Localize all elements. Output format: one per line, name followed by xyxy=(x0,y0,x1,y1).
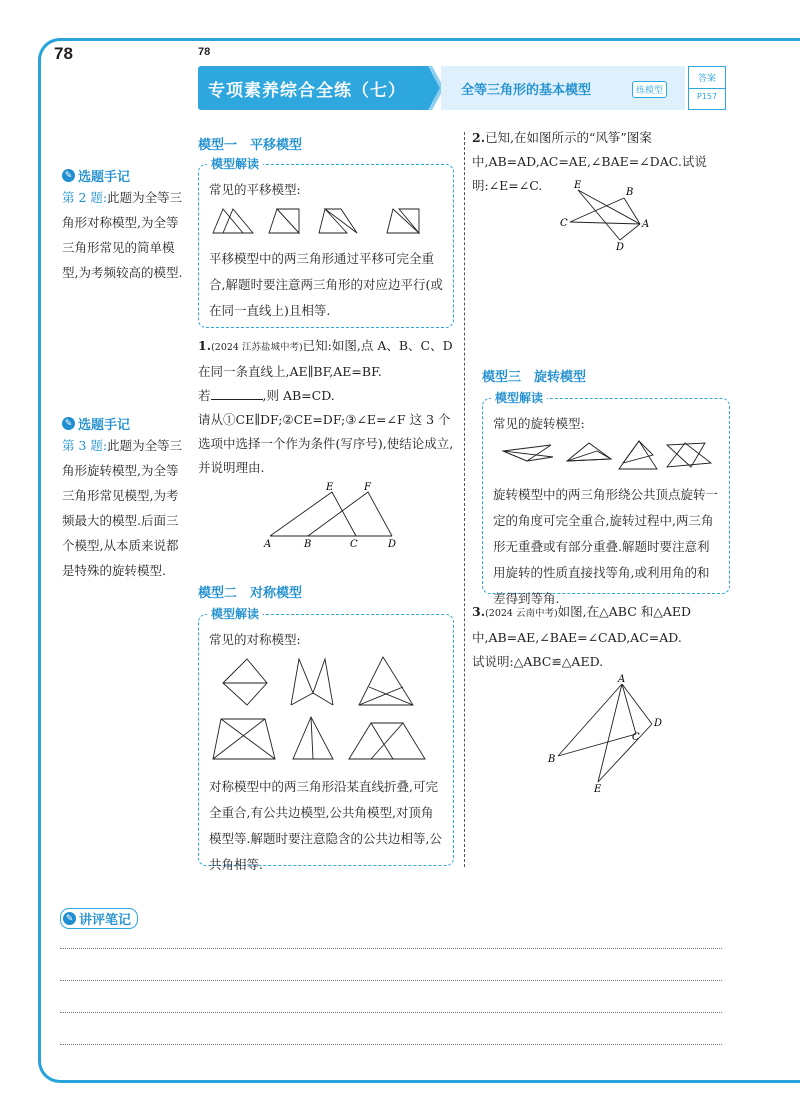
label-e: E xyxy=(594,784,602,795)
problem3-source: (2024 云南中考) xyxy=(485,608,558,619)
label-c: C xyxy=(560,218,568,229)
answer-reference xyxy=(688,66,726,110)
label-d: D xyxy=(388,539,397,548)
answer-blank[interactable] xyxy=(211,388,263,400)
model1-intro: 常见的平移模型: xyxy=(209,182,301,197)
model2-desc: 对称模型中的两三角形沿某直线折叠,可完全重合,有公共边模型,公共角模型,对顶角模型等.解题时要注意隐含的公共边相等,公共角相等. xyxy=(209,779,442,872)
note-line[interactable] xyxy=(60,1044,722,1045)
note-line[interactable] xyxy=(60,980,722,981)
label-c: C xyxy=(350,539,358,548)
sidenote-1 xyxy=(62,166,186,285)
notes-title xyxy=(60,908,138,929)
model1-desc: 平移模型中的两三角形通过平移可完全重合,解题时要注意两三角形的对应边平行(或在同一直线上)且相等. xyxy=(209,251,443,318)
section-banner-subtitle: 全等三角形的基本模型 xyxy=(441,66,685,110)
symmetry-models-figure xyxy=(209,653,443,765)
problem2-body: 已知,在如图所示的“风筝”图案中,AB=AD,AC=AE,∠BAE=∠DAC.试说明:∠E=∠C. xyxy=(472,130,707,193)
model2-intro: 常见的对称模型: xyxy=(209,632,301,647)
model1-box-label: 模型解读 xyxy=(207,155,263,172)
section-banner-title: 专项素养综合全练（七） xyxy=(198,66,432,110)
label-b: B xyxy=(626,187,634,198)
model2-box xyxy=(198,607,454,872)
model2-box-label: 模型解读 xyxy=(207,605,263,622)
model3-box xyxy=(482,391,730,606)
problem1-line2-pre: 若 xyxy=(198,388,211,403)
model1-box xyxy=(198,157,454,328)
problem3-prove: 试说明:△ABC≌△AED. xyxy=(472,654,604,669)
problem3-body: 如图,在△ABC 和△AED 中,AB=AE,∠BAE=∠CAD,AC=AD. xyxy=(472,604,692,645)
model2-title: 模型二 对称模型 xyxy=(198,586,303,601)
problem1-text xyxy=(198,334,456,480)
label-a: A xyxy=(618,674,626,685)
answer-label: 答案 xyxy=(697,74,716,84)
model3-intro: 常见的旋转模型: xyxy=(493,416,585,431)
label-b: B xyxy=(304,539,312,548)
model3-box-label: 模型解读 xyxy=(491,389,547,406)
notes-title-text: 讲评笔记 xyxy=(79,913,132,928)
label-d: D xyxy=(654,718,663,729)
sidenote-title: 选题手记 xyxy=(78,170,131,185)
problem3-number: 3. xyxy=(472,604,486,619)
label-c: C xyxy=(632,732,640,743)
sidenote-body: 此题为全等三角形对称模型,为全等三角形常见的简单模型,为考频较高的模型. xyxy=(62,190,183,280)
label-e: E xyxy=(326,482,334,493)
problem1-number: 1. xyxy=(198,338,212,353)
problem2-figure xyxy=(558,176,658,252)
page-number: 78 xyxy=(54,44,73,63)
label-a: A xyxy=(264,539,272,548)
problem1-source: (2024 江苏盐城中考) xyxy=(211,342,303,353)
problem1-figure xyxy=(262,480,402,548)
label-b: B xyxy=(548,754,556,765)
notes-icon: ✎ xyxy=(63,912,76,925)
problem1-line1: 已知:如图,点 A、B、C、D 在同一条直线上,AE∥BF,AE=BF. xyxy=(198,338,453,379)
problem3-text xyxy=(472,600,730,674)
problem2-number: 2. xyxy=(472,130,486,145)
page-number-small: 78 xyxy=(198,46,211,58)
label-e: E xyxy=(574,180,582,191)
model3-desc: 旋转模型中的两三角形绕公共顶点旋转一定的角度可完全重合,旋转过程中,两三角形无重叠或有部分重叠.解题时要注意利用旋转的性质直接找等角,或利用角的和差得到等角. xyxy=(493,487,719,606)
label-f: F xyxy=(364,482,371,493)
translation-models-figure xyxy=(209,203,443,237)
note-icon: ✎ xyxy=(62,169,75,182)
sidenote-body: 此题为全等三角形旋转模型,为全等三角形常见模型,为考频最大的模型.后面三个模型,从本质来说都是特殊的旋转模型. xyxy=(62,438,183,578)
model3-title: 模型三 旋转模型 xyxy=(482,370,587,385)
note-line[interactable] xyxy=(60,948,722,949)
sidenote-head: 第 2 题: xyxy=(62,190,108,205)
rotation-models-figure xyxy=(493,437,719,473)
problem1-line2-post: ,则 AB=CD. xyxy=(262,388,335,403)
column-divider xyxy=(464,132,465,867)
practice-badge: 练模型 xyxy=(632,81,667,98)
sidenote-head: 第 3 题: xyxy=(62,438,108,453)
answer-page: P157 xyxy=(689,88,725,101)
sidenote-2 xyxy=(62,414,186,583)
sidenote-title: 选题手记 xyxy=(78,418,131,433)
model1-title: 模型一 平移模型 xyxy=(198,138,303,153)
label-d: D xyxy=(616,242,625,252)
note-line[interactable] xyxy=(60,1012,722,1013)
label-a: A xyxy=(642,219,650,230)
note-icon: ✎ xyxy=(62,417,75,430)
problem1-line3: 请从①CE∥DF;②CE=DF;③∠E=∠F 这 3 个选项中选择一个作为条件(写序号),使结论成立,并说明理由. xyxy=(198,412,454,475)
